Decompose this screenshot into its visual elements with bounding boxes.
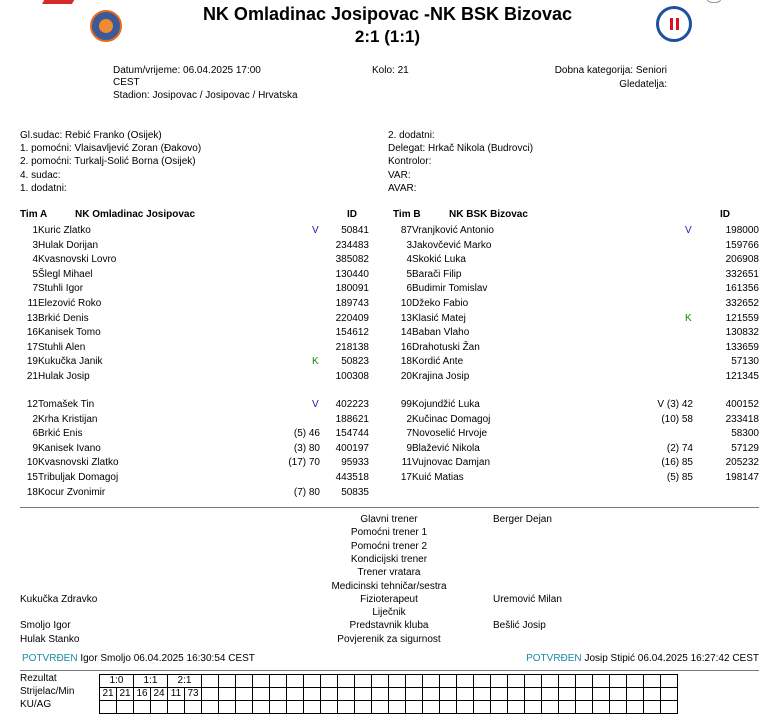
result-empty-cell [321,675,338,688]
player-name: Šlegl Mihael [38,268,93,280]
kuag-cell [253,701,270,714]
kuag-cell [168,701,185,714]
scorer-empty-cell [236,688,253,701]
player-id: 198147 [725,472,759,483]
player-name: Blažević Nikola [412,442,480,454]
player-substitution: (5) 85 [666,472,693,483]
scorer-empty-cell [338,688,355,701]
player-name: Stuhli Igor [38,283,84,295]
scorer-empty-cell [593,688,610,701]
player-id: 50841 [341,225,369,236]
kuag-cell [185,701,202,714]
staff-role: Fizioterapeut [360,593,418,605]
kuag-cell [389,701,406,714]
team-a-name: NK Omladinac Josipovac [75,209,196,220]
team-a-label: Tim A [20,209,48,220]
scorer-empty-cell [457,688,474,701]
player-substitution: (5) 46 [293,428,320,440]
player-substitution: (10) 58 [661,413,693,425]
staff-role: Pomoćni trener 2 [350,540,428,552]
kuag-cell [338,701,355,714]
kuag-label: KU/AG [20,699,52,710]
match-timezone: CEST [113,77,140,88]
player-number: 2 [32,413,38,425]
player-name: Kvasnovski Lovro [38,254,117,266]
result-empty-cell [627,675,644,688]
kuag-cell [644,701,661,714]
scorer-cell: 21 [100,688,117,701]
staff-role: Trener vratara [357,567,421,579]
player-id: 154612 [335,327,369,339]
player-number: 3 [406,239,412,251]
player-id: 443518 [335,472,369,483]
scorer-cell: 11 [168,688,185,701]
player-number: 87 [400,225,412,236]
player-name: Kučinac Domagoj [412,413,491,425]
player-number: 5 [32,268,38,280]
kuag-cell [236,701,253,714]
player-number: 99 [400,399,412,410]
result-score-cell: 2:1 [168,675,202,688]
result-empty-cell [508,675,525,688]
scorer-empty-cell [525,688,542,701]
player-substitution: (16) 85 [661,457,693,469]
player-number: 1 [32,225,38,236]
scorer-empty-cell [542,688,559,701]
official-entry: Delegat: Hrkač Nikola (Budrovci) [388,143,534,155]
player-id: 332652 [725,298,759,309]
player-number: 7 [406,428,412,440]
player-id: 189743 [335,298,369,309]
player-id: 385082 [335,254,369,266]
player-name: Kuić Matias [412,472,464,483]
divider [20,670,759,671]
player-name: Brkić Enis [38,428,83,440]
staff-role: Povjerenik za sigurnost [337,633,441,645]
player-number: 13 [400,312,412,324]
kuag-cell [219,701,236,714]
player-id: 206908 [725,254,759,266]
player-name: Krajina Josip [412,371,470,382]
result-empty-cell [440,675,457,688]
player-role-mark: V [312,399,319,410]
player-name: Novoselić Hrvoje [412,428,488,440]
player-role-mark: K [685,312,692,324]
team-a-id-header: ID [347,209,357,220]
scorer-cell: 16 [134,688,151,701]
kuag-cell [423,701,440,714]
result-empty-cell [661,675,678,688]
player-id: 402223 [335,399,369,410]
player-substitution: (17) 70 [288,457,320,469]
scorer-label: Strijelac/Min [20,686,75,697]
page-title: NK Omladinac Josipovac -NK BSK Bizovac [202,4,573,24]
player-role-mark: K [312,356,319,368]
scorer-empty-cell [423,688,440,701]
kuag-cell [100,701,117,714]
result-empty-cell [355,675,372,688]
player-name: Brkić Denis [38,312,89,324]
match-category: Dobna kategorija: Seniori [554,65,667,76]
player-id: 95933 [341,457,369,469]
official-entry: Kontrolor: [388,156,432,168]
player-role-mark: V [312,225,319,236]
player-id: 233418 [725,413,759,425]
player-substitution: V (3) 42 [657,399,693,410]
match-date: Datum/vrijeme: 06.04.2025 17:00 [113,65,261,76]
player-number: 17 [26,341,38,353]
divider [20,507,759,508]
player-number: 9 [32,442,38,454]
scorer-row [100,688,678,701]
kuag-cell [151,701,168,714]
staff-person-team-b: Uremović Milan [493,593,562,605]
player-id: 57129 [731,442,759,454]
player-number: 20 [400,371,412,382]
scorer-empty-cell [219,688,236,701]
player-number: 6 [32,428,38,440]
scorer-empty-cell [508,688,525,701]
confirm-status: POTVRĐEN [22,653,78,664]
player-number: 14 [400,327,412,339]
staff-person-team-b: Bešlić Josip [493,620,546,632]
player-name: Skokić Luka [412,254,466,266]
player-id: 130440 [335,268,369,280]
kuag-cell [610,701,627,714]
player-number: 7 [32,283,38,295]
kuag-cell [525,701,542,714]
scorer-empty-cell [559,688,576,701]
result-label: Rezultat [20,673,57,684]
player-id: 121345 [725,371,759,382]
scorer-empty-cell [406,688,423,701]
team-b-name: NK BSK Bizovac [449,209,528,220]
scorer-empty-cell [576,688,593,701]
player-name: Stuhli Alen [38,341,86,353]
player-number: 11 [27,298,38,309]
result-empty-cell [491,675,508,688]
result-empty-cell [270,675,287,688]
kuag-cell [474,701,491,714]
match-spectators: Gledatelja: [619,79,667,90]
player-id: 205232 [725,457,759,469]
player-name: Kojundžić Luka [412,399,480,410]
scorer-cell: 24 [151,688,168,701]
player-number: 15 [26,472,38,483]
result-empty-cell [406,675,423,688]
player-name: Kuric Zlatko [38,225,91,236]
player-number: 19 [26,356,38,368]
team-a-confirmation [22,653,255,664]
player-name: Vujnovac Damjan [412,457,491,469]
player-id: 161356 [725,283,759,295]
scorer-empty-cell [610,688,627,701]
scorer-empty-cell [321,688,338,701]
result-empty-cell [372,675,389,688]
player-name: Kanisek Ivano [38,442,101,454]
player-name: Tribuljak Domagoj [38,472,119,483]
player-name: Drahotuski Žan [412,341,480,353]
player-id: 154744 [335,428,369,440]
player-substitution: (7) 80 [293,486,320,498]
player-name: Kordić Ante [412,356,464,368]
player-number: 12 [26,399,38,410]
kuag-cell [440,701,457,714]
team-b-label: Tim B [393,209,421,220]
result-empty-cell [202,675,219,688]
result-empty-cell [644,675,661,688]
player-id: 121559 [725,312,759,324]
result-empty-cell [474,675,491,688]
result-empty-cell [610,675,627,688]
scorer-empty-cell [661,688,678,701]
player-name: Tomašek Tin [38,399,95,410]
player-name: Vranjković Antonio [412,225,494,236]
staff-role: Glavni trener [360,514,418,525]
scorer-cell: 73 [185,688,202,701]
player-number: 4 [32,254,38,266]
scorer-empty-cell [440,688,457,701]
player-name: Krha Kristijan [38,413,98,425]
player-name: Barači Filip [412,268,462,280]
official-entry: 2. pomoćni: Turkalj-Solić Borna (Osijek) [20,156,196,168]
kuag-cell [559,701,576,714]
result-table [99,674,678,714]
player-name: Hulak Josip [38,371,90,382]
official-entry: 4. sudac: [20,169,61,181]
kuag-cell [117,701,134,714]
staff-role: Liječnik [372,607,406,619]
kuag-cell [406,701,423,714]
official-entry: 1. pomoćni: Vlaisavljević Zoran (Đakovo) [20,143,202,155]
player-number: 10 [26,457,38,469]
kuag-cell [457,701,474,714]
official-entry: 1. dodatni: [20,182,67,194]
result-empty-cell [236,675,253,688]
kuag-cell [134,701,151,714]
player-name: Elezović Roko [38,298,102,309]
team-b-confirmation [526,653,759,664]
player-number: 17 [400,472,412,483]
staff-role: Predstavnik kluba [349,620,429,632]
staff-role: Medicinski tehničar/sestra [331,580,447,592]
kuag-cell [355,701,372,714]
result-empty-cell [304,675,321,688]
staff-role: Kondicijski trener [350,553,428,565]
player-name: Kocur Zvonimir [38,486,106,498]
result-empty-cell [559,675,576,688]
player-number: 10 [400,298,412,309]
player-name: Budimir Tomislav [412,283,488,295]
kuag-cell [627,701,644,714]
player-number: 18 [26,486,38,498]
player-id: 130832 [725,327,759,339]
player-name: Jakovčević Marko [412,239,492,251]
player-number: 21 [26,371,38,382]
kuag-row [100,701,678,714]
player-id: 133659 [725,341,759,353]
confirm-detail: Josip Stipić 06.04.2025 16:27:42 CEST [584,653,759,664]
result-score-cell: 1:1 [134,675,168,688]
player-id: 400197 [335,442,369,454]
player-name: Klasić Matej [412,312,466,324]
result-empty-cell [593,675,610,688]
staff-role: Pomoćni trener 1 [350,527,428,539]
scorer-empty-cell [270,688,287,701]
player-name: Hulak Dorijan [38,239,99,251]
player-id: 50823 [341,356,369,368]
kuag-cell [287,701,304,714]
player-number: 16 [400,341,412,353]
player-name: Kukučka Janik [38,356,103,368]
result-empty-cell [287,675,304,688]
kuag-cell [508,701,525,714]
player-id: 198000 [725,225,759,236]
result-empty-cell [338,675,355,688]
player-id: 159766 [725,239,759,251]
player-name: Kanisek Tomo [38,327,101,339]
scorer-empty-cell [491,688,508,701]
scorer-empty-cell [389,688,406,701]
result-row [100,675,678,688]
official-entry: Gl.sudac: Rebić Franko (Osijek) [20,130,162,141]
kuag-cell [270,701,287,714]
kuag-cell [593,701,610,714]
player-id: 58300 [731,428,759,440]
player-substitution: (3) 80 [293,442,320,454]
official-entry: VAR: [388,169,411,181]
player-id: 100308 [335,371,369,382]
player-number: 6 [406,283,412,295]
player-id: 332651 [725,268,759,280]
staff-person-team-b: Berger Dejan [493,514,552,525]
header-decoration [706,0,722,3]
player-number: 5 [406,268,412,280]
kuag-cell [661,701,678,714]
scorer-empty-cell [474,688,491,701]
player-id: 218138 [335,341,369,353]
result-score-cell: 1:0 [100,675,134,688]
result-empty-cell [423,675,440,688]
match-round: Kolo: 21 [372,65,409,76]
player-substitution: (2) 74 [666,442,693,454]
player-role-mark: V [685,225,692,236]
kuag-cell [321,701,338,714]
player-id: 234483 [335,239,369,251]
match-stadium: Stadion: Josipovac / Josipovac / Hrvatska [113,90,298,101]
player-number: 13 [26,312,38,324]
player-number: 2 [406,413,412,425]
kuag-cell [304,701,321,714]
staff-person-team-a: Hulak Stanko [20,633,80,645]
result-empty-cell [576,675,593,688]
staff-person-team-a: Smoljo Igor [20,620,71,632]
scorer-cell: 21 [117,688,134,701]
result-empty-cell [457,675,474,688]
player-number: 9 [406,442,412,454]
result-empty-cell [389,675,406,688]
scorer-empty-cell [372,688,389,701]
confirm-detail: Igor Smoljo 06.04.2025 16:30:54 CEST [80,653,255,664]
kuag-cell [542,701,559,714]
player-name: Džeko Fabio [412,298,469,309]
kuag-cell [202,701,219,714]
scorer-empty-cell [304,688,321,701]
scorer-empty-cell [355,688,372,701]
result-empty-cell [219,675,236,688]
result-empty-cell [525,675,542,688]
player-id: 57130 [731,356,759,368]
player-id: 180091 [335,283,369,295]
result-empty-cell [542,675,559,688]
player-number: 11 [401,457,412,469]
match-score: 2:1 (1:1) [354,27,421,46]
scorer-empty-cell [253,688,270,701]
player-number: 16 [26,327,38,339]
team-b-id-header: ID [720,209,730,220]
player-id: 188621 [335,413,369,425]
player-id: 50835 [341,486,369,498]
scorer-empty-cell [644,688,661,701]
scorer-empty-cell [202,688,219,701]
player-id: 400152 [725,399,759,410]
player-name: Baban Vlaho [412,327,470,339]
player-number: 18 [400,356,412,368]
scorer-empty-cell [627,688,644,701]
official-entry: AVAR: [388,182,417,194]
kuag-cell [576,701,593,714]
scorer-empty-cell [287,688,304,701]
player-number: 3 [32,239,38,251]
confirm-status: POTVRĐEN [526,653,582,664]
kuag-cell [491,701,508,714]
staff-person-team-a: Kukučka Zdravko [20,593,98,605]
player-number: 4 [406,254,412,266]
player-id: 220409 [335,312,369,324]
result-empty-cell [253,675,270,688]
official-entry: 2. dodatni: [388,130,435,141]
player-name: Kvasnovski Zlatko [38,457,119,469]
kuag-cell [372,701,389,714]
